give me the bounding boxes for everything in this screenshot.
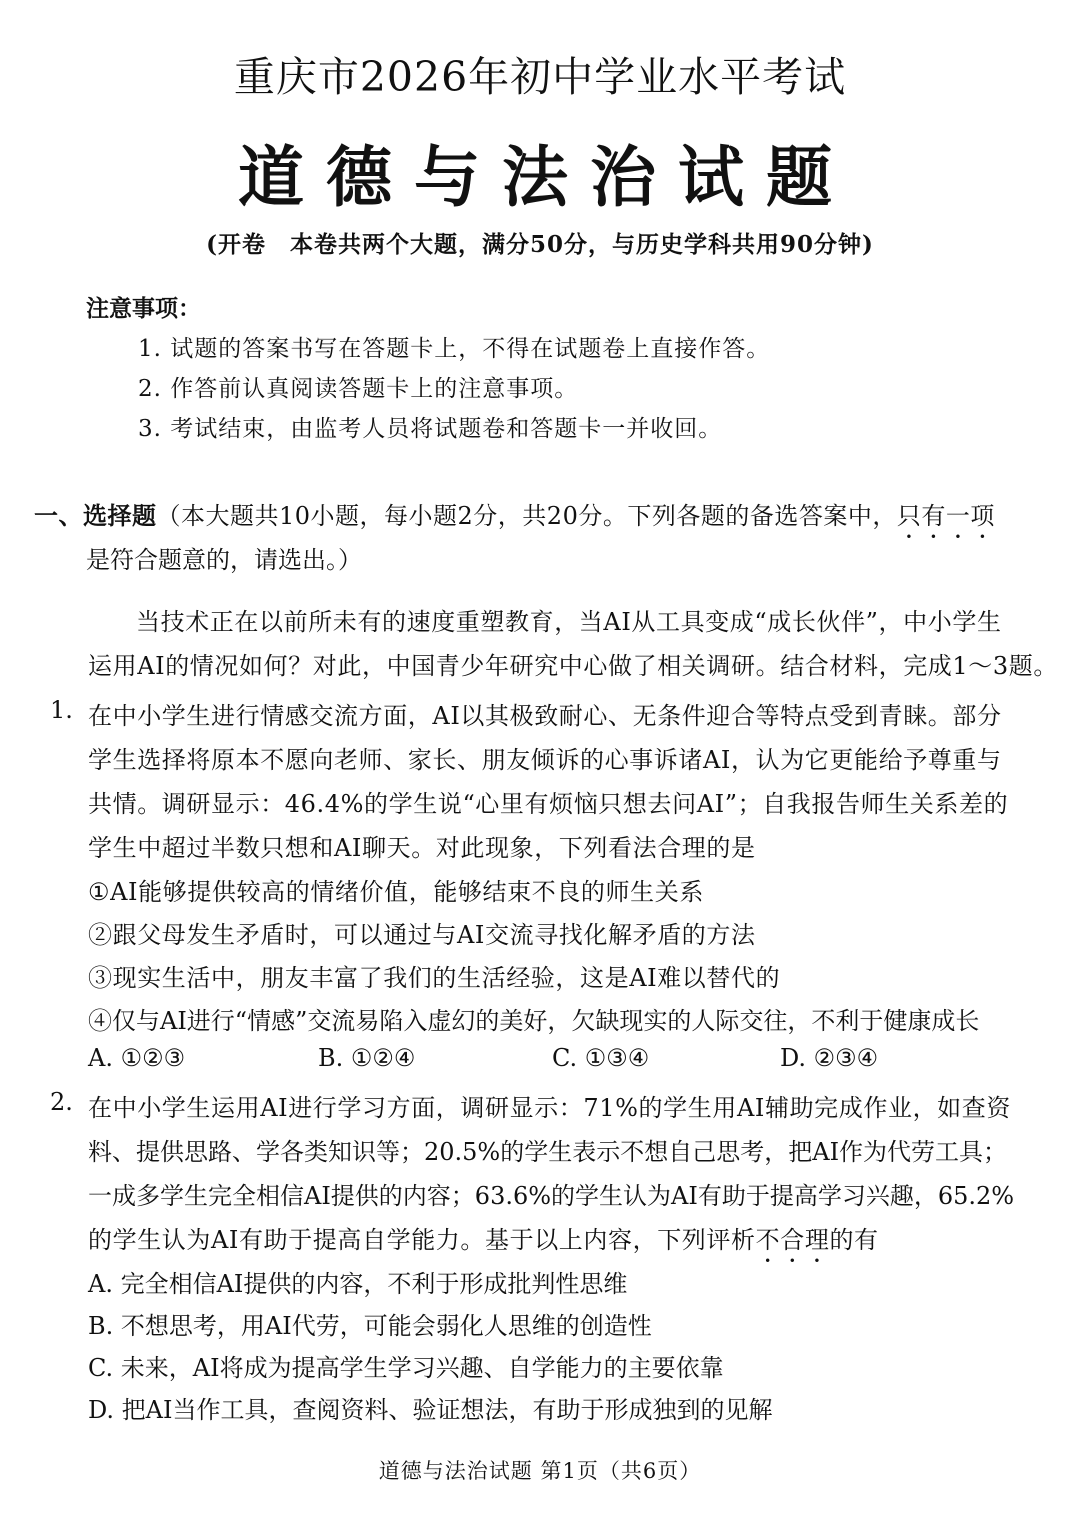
material-line: 运用AI的情况如何？对此，中国青少年研究中心做了相关调研。结合材料，完成1～3题。 [88, 652, 1058, 680]
question-number: 1. [50, 696, 73, 724]
emphasis-text: 不合理 [755, 1226, 830, 1254]
option-d[interactable]: D. 把AI当作工具，查阅资料、验证想法，有助于形成独到的见解 [88, 1396, 773, 1424]
option-a[interactable]: A. 完全相信AI提供的内容，不利于形成批判性思维 [88, 1270, 628, 1298]
section-intro-line2: 是符合题意的，请选出。） [86, 546, 362, 574]
notice-item: 1. 试题的答案书写在答题卡上，不得在试题卷上直接作答。 [138, 336, 771, 362]
option-c[interactable]: C. ①③④ [552, 1044, 650, 1072]
page-footer: 道德与法治试题 第1页（共6页） [378, 1459, 702, 1483]
question-number: 2. [50, 1088, 73, 1116]
statement-item: ③现实生活中，朋友丰富了我们的生活经验，这是AI难以替代的 [88, 964, 781, 992]
notice-item: 2. 作答前认真阅读答题卡上的注意事项。 [138, 376, 579, 402]
notice-item: 3. 考试结束，由监考人员将试题卷和答题卡一并收回。 [138, 416, 723, 442]
question-stem-line: 学生中超过半数只想和AI聊天。对此现象，下列看法合理的是 [88, 834, 756, 862]
question-stem-line: 共情。调研显示：46.4%的学生说“心里有烦恼只想去问AI”；自我报告师生关系差的 [88, 790, 1009, 818]
option-b[interactable]: B. ①②④ [318, 1044, 416, 1072]
statement-item: ①AI能够提供较高的情绪价值，能够结束不良的师生关系 [88, 878, 704, 906]
option-d[interactable]: D. ②③④ [780, 1044, 879, 1072]
subject-title: 道德与法治试题 [238, 138, 854, 216]
statement-item: ④仅与AI进行“情感”交流易陷入虚幻的美好，欠缺现实的人际交往，不利于健康成长 [88, 1007, 980, 1035]
exam-info: (开卷 本卷共两个大题，满分50分，与历史学科共用90分钟) [206, 231, 874, 258]
question-stem-line: 在中小学生进行情感交流方面，AI以其极致耐心、无条件迎合等特点受到青睐。部分 [88, 702, 1002, 730]
question-stem-line: 一成多学生完全相信AI提供的内容；63.6%的学生认为AI有助于提高学习兴趣，65.2% [88, 1182, 1015, 1210]
statement-item: ②跟父母发生矛盾时，可以通过与AI交流寻找化解矛盾的方法 [88, 921, 756, 949]
stem-text: 的有 [829, 1226, 879, 1254]
option-a[interactable]: A. ①②③ [88, 1044, 186, 1072]
exam-title: 重庆市2026年初中学业水平考试 [233, 53, 847, 101]
question-stem-line: 学生选择将原本不愿向老师、家长、朋友倾诉的心事诉诸AI，认为它更能给予尊重与 [88, 746, 1002, 774]
notice-heading: 注意事项： [86, 295, 201, 322]
stem-text: 的学生认为AI有助于提高自学能力。基于以上内容，下列评析 [88, 1226, 756, 1254]
question-stem-line: 料、提供思路、学各类知识等；20.5%的学生表示不想自己思考，把AI作为代劳工具； [88, 1138, 1008, 1166]
section-heading [34, 496, 995, 544]
emphasis-text: 只有一项 [896, 502, 995, 530]
option-b[interactable]: B. 不想思考，用AI代劳，可能会弱化人思维的创造性 [88, 1312, 652, 1340]
section-intro: （本大题共10小题，每小题2分，共20分。下列各题的备选答案中， [156, 502, 897, 530]
material-line: 当技术正在以前所未有的速度重塑教育，当AI从工具变成“成长伙伴”，中小学生 [136, 608, 1002, 636]
section-label: 一、选择题 [34, 501, 157, 530]
question-stem-line [88, 1220, 879, 1268]
question-stem-line: 在中小学生运用AI进行学习方面，调研显示：71%的学生用AI辅助完成作业，如查资 [88, 1094, 1011, 1122]
option-c[interactable]: C. 未来，AI将成为提高学生学习兴趣、自学能力的主要依靠 [88, 1354, 724, 1382]
